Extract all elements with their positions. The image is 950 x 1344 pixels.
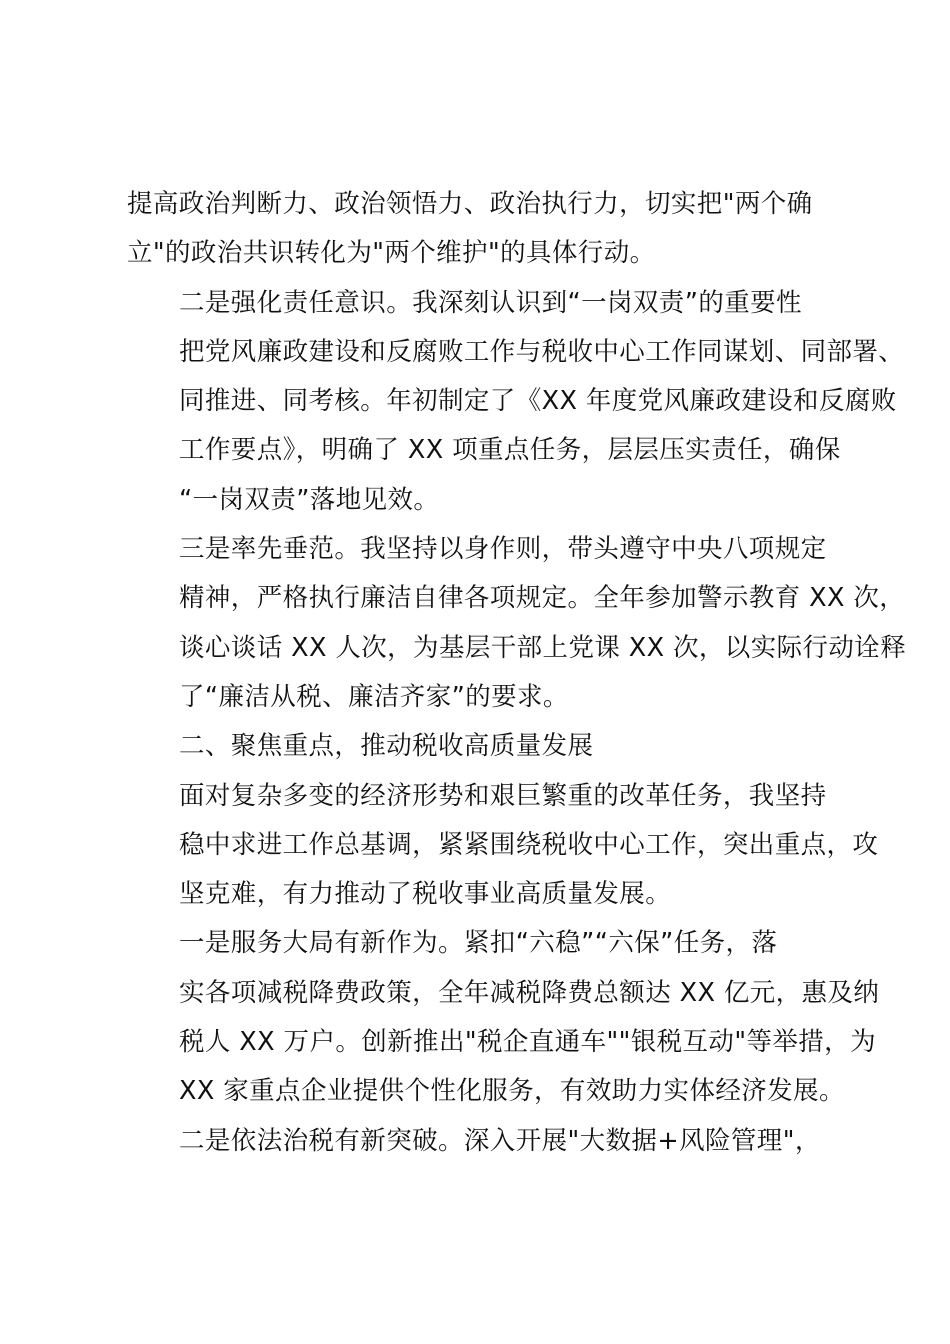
paragraph-responsibility <box>127 279 905 525</box>
paragraph-rule-of-law <box>127 1117 833 1166</box>
heading-line: 二、聚焦重点，推动税收高质量发展 <box>179 731 594 762</box>
text-line: 了“廉洁从税、廉洁齐家”的要求。 <box>179 681 569 712</box>
text-line: XX 家重点企业提供个性化服务，有效助力实体经济发展。 <box>179 1076 845 1107</box>
paragraph-overview <box>127 772 879 920</box>
text-line: 谈心谈话 XX 人次，为基层干部上党课 XX 次，以实际行动诠释 <box>179 632 907 663</box>
text-line: 二是依法治税有新突破。深入开展"大数据+风险管理"， <box>179 1125 821 1156</box>
text-line: 实各项减税降费政策，全年减税降费总额达 XX 亿元，惠及纳 <box>179 977 880 1008</box>
section-heading <box>127 722 833 771</box>
paragraph-continuation <box>127 180 833 279</box>
text-line: 面对复杂多变的经济形势和艰巨繁重的改革任务，我坚持 <box>179 780 827 811</box>
paragraph-serve-overall <box>127 919 880 1116</box>
text-line: “一岗双责”落地见效。 <box>179 484 440 515</box>
document-body <box>127 180 907 1166</box>
text-line: 稳中求进工作总基调，紧紧围绕税收中心工作，突出重点，攻 <box>179 829 879 860</box>
text-line: 三是率先垂范。我坚持以身作则，带头遵守中央八项规定 <box>179 534 827 565</box>
paragraph-lead-by-example <box>127 525 907 722</box>
text-line: 二是强化责任意识。我深刻认识到“一岗双责”的重要性 <box>179 287 802 318</box>
text-line: 一是服务大局有新作为。紧扣“六稳”“六保”任务，落 <box>179 928 778 959</box>
text-line: 同推进、同考核。年初制定了《XX 年度党风廉政建设和反腐败 <box>179 386 897 417</box>
text-line: 把党风廉政建设和反腐败工作与税收中心工作同谋划、同部署、 <box>179 336 905 367</box>
text-line: 精神，严格执行廉洁自律各项规定。全年参加警示教育 XX 次， <box>179 583 906 614</box>
text-line: 工作要点》，明确了 XX 项重点任务，层层压实责任，确保 <box>179 435 841 466</box>
text-line: 税人 XX 万户。创新推出"税企直通车""银税互动"等举措，为 <box>179 1027 876 1058</box>
text-line: 坚克难，有力推动了税收事业高质量发展。 <box>179 879 672 910</box>
text-line: 立"的政治共识转化为"两个维护"的具体行动。 <box>127 238 656 269</box>
text-line: 提高政治判断力、政治领悟力、政治执行力，切实把"两个确 <box>127 189 813 219</box>
